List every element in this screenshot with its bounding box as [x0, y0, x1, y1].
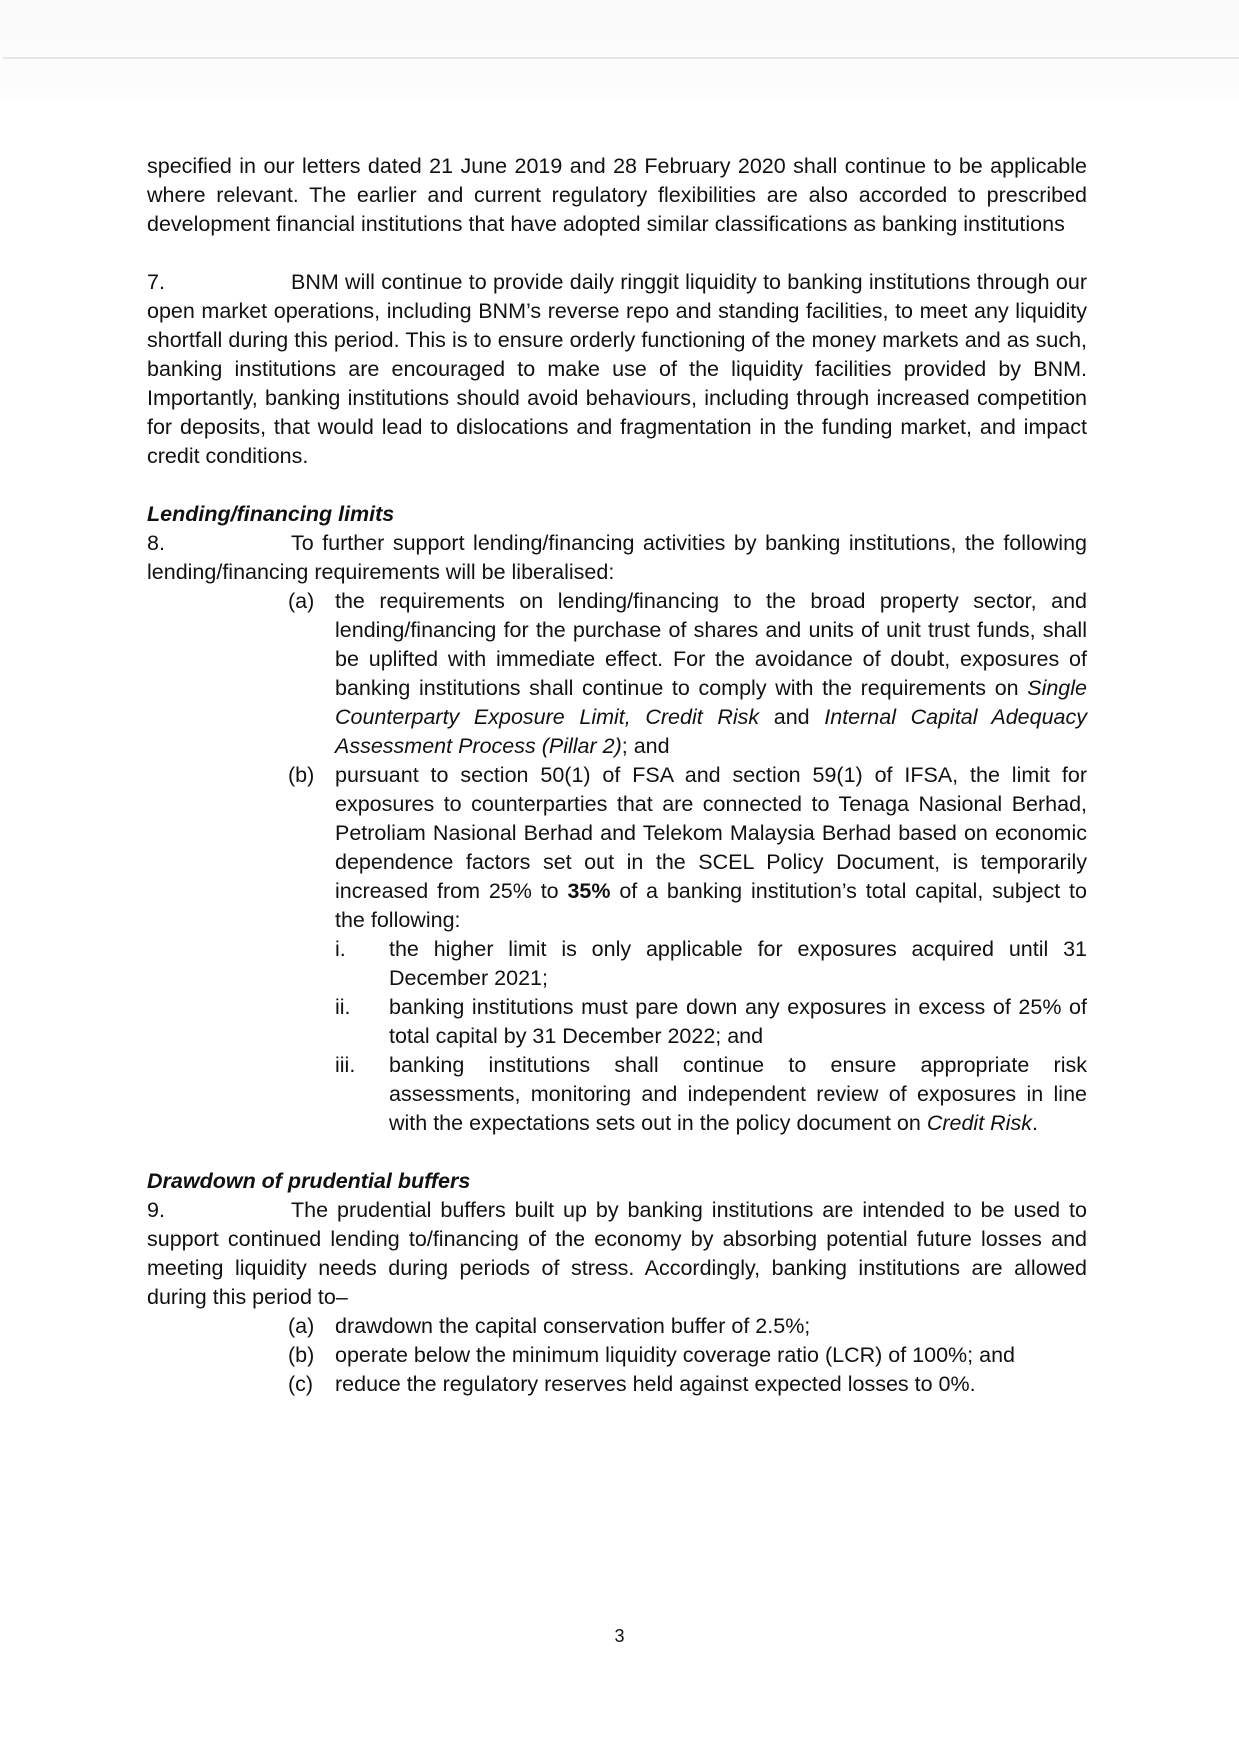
list-item-a: [288, 587, 1087, 761]
paragraph-text: To further support lending/financing activities by banking institutions, the following lending/financing requirements will be liberalised:: [147, 531, 1087, 584]
sub-item-text: the higher limit is only applicable for exposures acquired until 31 December 2021;: [389, 937, 1087, 990]
sub-item-label: iii.: [335, 1053, 356, 1077]
text-run: ; and: [621, 734, 670, 758]
list-item-c: [288, 1370, 1087, 1399]
text-run: of a banking institution’s total capital, subject to the following:: [335, 879, 1087, 932]
scan-background-top: [0, 0, 1239, 100]
limit-value: 35%: [567, 879, 611, 903]
list-label: (a): [288, 589, 315, 613]
sub-item-iii: [335, 1051, 1087, 1138]
paragraph-number: 9.: [147, 1198, 165, 1222]
list-item-text: operate below the minimum liquidity coverage ratio (LCR) of 100%; and: [335, 1343, 1015, 1367]
scan-artifact-line: [3, 57, 1239, 59]
list-label: (b): [288, 1343, 315, 1367]
list-item-text: reduce the regulatory reserves held against expected losses to 0%.: [335, 1372, 976, 1396]
document-page: [147, 152, 1087, 1399]
paragraph-text: The prudential buffers built up by banking institutions are intended to be used to support continued lending to/financing of the economy by absorbing potential future losses and meeting liquidity needs during periods of stress. Accordingly, banking institutions are allowed during this period to‒: [147, 1198, 1087, 1309]
list-item-b: [288, 761, 1087, 1138]
list-item-content: [335, 761, 1087, 1138]
text-run: banking institutions shall continue to ensure appropriate risk assessments, monitoring and independent review of exposures in line with the expectations sets out in the policy document on: [389, 1053, 1087, 1135]
sub-item-text: [389, 1051, 1087, 1138]
list-item-text: [335, 587, 1087, 761]
list-label: (a): [288, 1314, 315, 1338]
paragraph-number: 7.: [147, 270, 165, 294]
sub-item-label: i.: [335, 937, 346, 961]
sub-item-i: [335, 935, 1087, 993]
lending-list: [288, 587, 1087, 1138]
paragraph-text: BNM will continue to provide daily ringgit liquidity to banking institutions through our open market operations, including BNM’s reverse repo and standing facilities, to meet any liquidity shortfall during this period. This is to ensure orderly functioning of the money markets and as such, banking institutions are encouraged to make use of the liquidity facilities provided by BNM. Importantly, banking institutions should avoid behaviours, including through increased competition for deposits, that would lead to dislocations and fragmentation in the funding market, and impact credit conditions.: [147, 270, 1087, 468]
list-item-b: [288, 1341, 1087, 1370]
list-item-text: [335, 761, 1087, 935]
page-number: 3: [614, 1626, 625, 1646]
sub-item-text: banking institutions must pare down any exposures in excess of 25% of total capital by 31 December 2022; and: [389, 995, 1087, 1048]
paragraph-9: [147, 1196, 1087, 1312]
paragraph-7: [147, 268, 1087, 471]
sub-item-ii: [335, 993, 1087, 1051]
buffers-list: [288, 1312, 1087, 1399]
text-run: .: [1031, 1111, 1038, 1135]
continuation-paragraph: specified in our letters dated 21 June 2019 and 28 February 2020 shall continue to be applicable where relevant. The earlier and current regulatory flexibilities are also accorded to prescribed development financial institutions that have adopted similar classifications as banking institutions: [147, 154, 1087, 236]
policy-reference: Credit Risk: [926, 1111, 1032, 1135]
list-label: (b): [288, 763, 315, 787]
policy-reference: Single Counterparty Exposure Limit, Credit Risk: [335, 676, 1087, 729]
list-item-text: drawdown the capital conservation buffer of 2.5%;: [335, 1314, 811, 1338]
text-run: and: [759, 705, 825, 729]
section-heading-lending: Lending/financing limits: [147, 502, 395, 526]
list-item-a: [288, 1312, 1087, 1341]
section-heading-buffers: Drawdown of prudential buffers: [147, 1169, 471, 1193]
text-run: pursuant to section 50(1) of FSA and section 59(1) of IFSA, the limit for exposures to counterparties that are connected to Tenaga Nasional Berhad, Petroliam Nasional Berhad and Telekom Malaysia Berhad based on economic dependence factors set out in the SCEL Policy Document, is temporarily increased from 25% to: [335, 763, 1087, 903]
text-run: the requirements on lending/financing to the broad property sector, and lending/financing for the purchase of shares and units of unit trust funds, shall be uplifted with immediate effect. For the avoidance of doubt, exposures of banking institutions shall continue to comply with the requirements on: [335, 589, 1087, 700]
spacer: [147, 1138, 1087, 1167]
paragraph-number: 8.: [147, 531, 165, 555]
sub-item-label: ii.: [335, 995, 351, 1019]
list-label: (c): [288, 1372, 314, 1396]
policy-reference: Internal Capital Adequacy Assessment Process (Pillar 2): [335, 705, 1087, 758]
sub-list: [335, 935, 1087, 1138]
paragraph-8: [147, 529, 1087, 587]
